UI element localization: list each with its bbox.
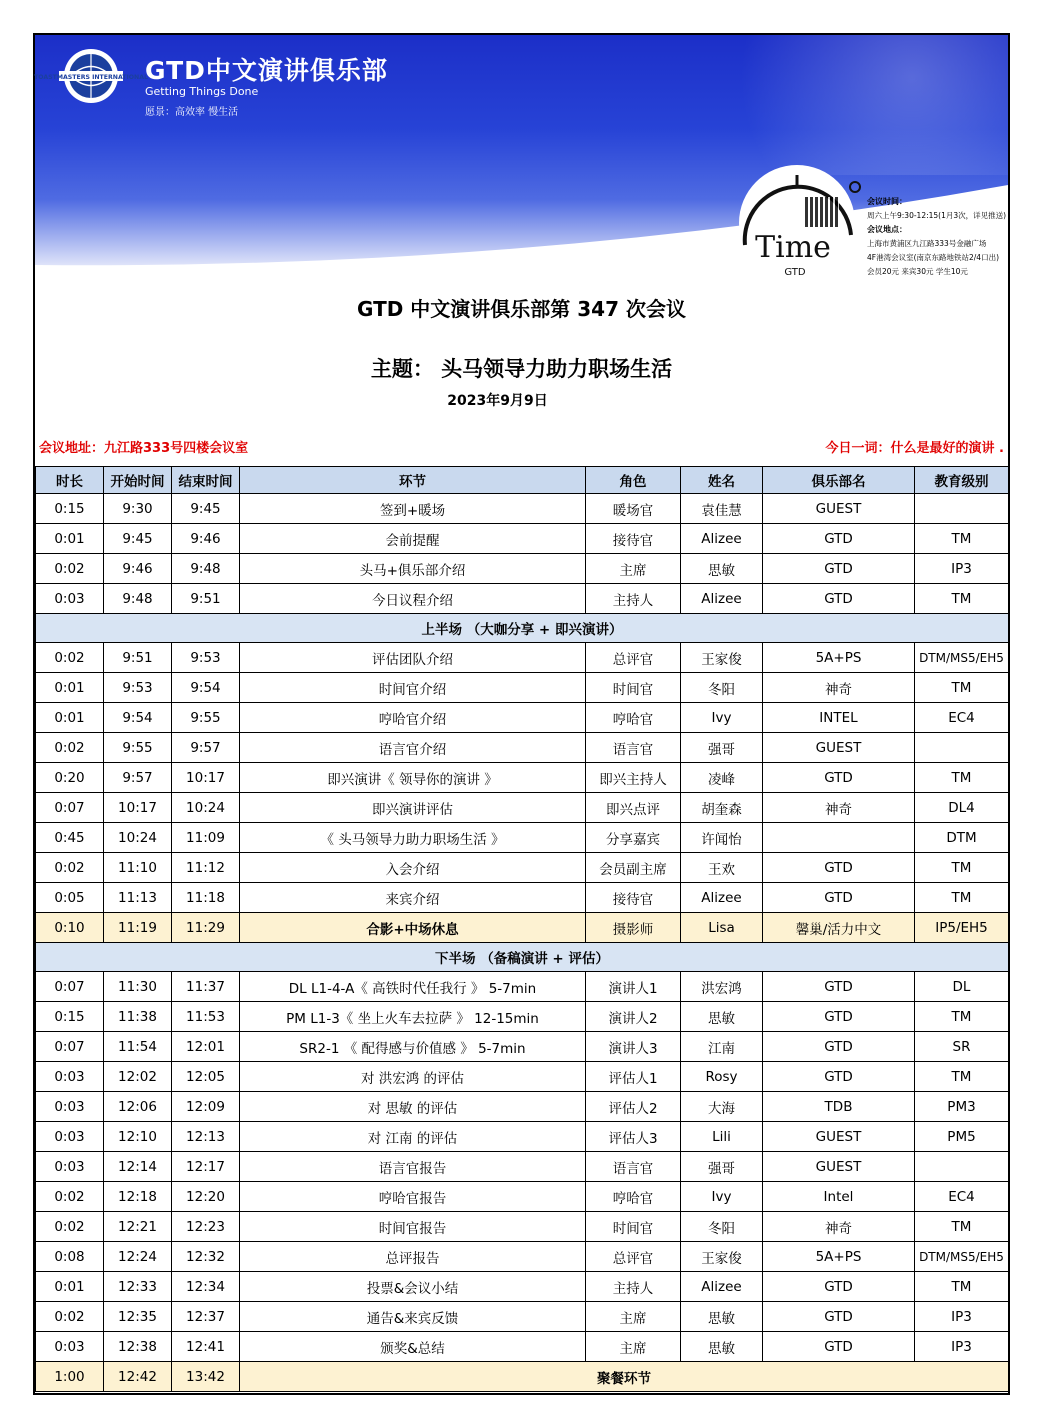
meeting-theme: 主题： 头马领导力助力职场生活 — [370, 357, 673, 381]
table-row — [36, 554, 1009, 584]
table-cell: 13:42 — [172, 1362, 240, 1392]
table-cell: 总评报告 — [240, 1242, 586, 1272]
table-cell: 9:54 — [104, 703, 172, 733]
table-cell: TM — [915, 883, 1009, 913]
table-cell: 强哥 — [681, 1152, 763, 1182]
table-cell: 9:48 — [172, 554, 240, 584]
table-row — [36, 1032, 1009, 1062]
table-cell: 胡奎森 — [681, 793, 763, 823]
table-cell: 会员副主席 — [586, 853, 681, 883]
table-cell: GUEST — [763, 494, 915, 524]
table-cell: Intel — [763, 1182, 915, 1212]
col-segment: 环节 — [240, 467, 586, 494]
table-cell: 12:41 — [172, 1332, 240, 1362]
table-cell: 12:09 — [172, 1092, 240, 1122]
table-row — [36, 733, 1009, 763]
table-cell: GUEST — [763, 1152, 915, 1182]
table-cell: 0:05 — [36, 883, 104, 913]
table-cell: 0:08 — [36, 1242, 104, 1272]
table-cell: 语言官 — [586, 733, 681, 763]
table-row — [36, 1272, 1009, 1302]
club-subtitle: Getting Things Done — [145, 85, 259, 98]
table-row — [36, 494, 1009, 524]
table-cell: GUEST — [763, 1122, 915, 1152]
table-row — [36, 1212, 1009, 1242]
table-row — [36, 1302, 1009, 1332]
table-cell: 时间官报告 — [240, 1212, 586, 1242]
table-cell: INTEL — [763, 703, 915, 733]
table-cell: 10:17 — [104, 793, 172, 823]
word-of-day: 今日一词：什么是最好的演讲 . — [825, 441, 1004, 456]
table-cell: 12:06 — [104, 1092, 172, 1122]
col-duration: 时长 — [36, 467, 104, 494]
table-cell: 9:55 — [104, 733, 172, 763]
table-row — [36, 1182, 1009, 1212]
table-cell: GTD — [763, 1032, 915, 1062]
table-cell: GTD — [763, 1332, 915, 1362]
table-cell: 今日议程介绍 — [240, 584, 586, 614]
table-cell — [915, 1152, 1009, 1182]
table-cell: 来宾介绍 — [240, 883, 586, 913]
table-cell: TM — [915, 1272, 1009, 1302]
table-cell: 颁奖&总结 — [240, 1332, 586, 1362]
table-cell: 思敏 — [681, 1302, 763, 1332]
table-cell: 江南 — [681, 1032, 763, 1062]
table-cell: 大海 — [681, 1092, 763, 1122]
table-cell: 12:18 — [104, 1182, 172, 1212]
table-cell: 主席 — [586, 1302, 681, 1332]
table-cell: 主持人 — [586, 584, 681, 614]
table-cell: 9:53 — [172, 643, 240, 673]
table-cell: 头马+俱乐部介绍 — [240, 554, 586, 584]
table-cell: 摄影师 — [586, 913, 681, 943]
table-cell: 神奇 — [763, 793, 915, 823]
table-cell: 主席 — [586, 554, 681, 584]
table-cell: 即兴点评 — [586, 793, 681, 823]
table-cell: 主持人 — [586, 1272, 681, 1302]
table-cell: 演讲人2 — [586, 1002, 681, 1032]
table-cell: 通告&来宾反馈 — [240, 1302, 586, 1332]
table-cell: 会前提醒 — [240, 524, 586, 554]
watch-background — [688, 35, 1008, 175]
table-cell: 11:09 — [172, 823, 240, 853]
table-cell: Lili — [681, 1122, 763, 1152]
table-cell: IP3 — [915, 1302, 1009, 1332]
table-cell: 11:12 — [172, 853, 240, 883]
info-time-label: 会议时间： — [867, 197, 907, 206]
table-cell: GTD — [763, 1062, 915, 1092]
table-cell: 11:18 — [172, 883, 240, 913]
table-cell: 0:15 — [36, 1002, 104, 1032]
table-cell: 0:07 — [36, 1032, 104, 1062]
meeting-info — [867, 195, 1012, 279]
table-cell: TM — [915, 524, 1009, 554]
table-row — [36, 1092, 1009, 1122]
table-cell: 0:02 — [36, 733, 104, 763]
table-cell: EC4 — [915, 703, 1009, 733]
table-cell: 9:30 — [104, 494, 172, 524]
table-cell: 总评官 — [586, 643, 681, 673]
table-cell: SR2-1 《 配得感与价值感 》 5-7min — [240, 1032, 586, 1062]
table-cell: 时间官介绍 — [240, 673, 586, 703]
table-cell: 0:10 — [36, 913, 104, 943]
table-cell: Lisa — [681, 913, 763, 943]
table-cell: 1:00 — [36, 1362, 104, 1392]
table-row — [36, 1002, 1009, 1032]
table-cell: 5A+PS — [763, 1242, 915, 1272]
table-cell: 评估人3 — [586, 1122, 681, 1152]
table-cell: 9:48 — [104, 584, 172, 614]
table-cell: 12:01 — [172, 1032, 240, 1062]
table-row — [36, 913, 1009, 943]
table-cell: 11:29 — [172, 913, 240, 943]
table-cell: 王家俊 — [681, 1242, 763, 1272]
table-cell: GTD — [763, 1302, 915, 1332]
table-cell: TDB — [763, 1092, 915, 1122]
meeting-date: 2023年9月9日 — [447, 393, 548, 409]
qr-code-icon — [805, 197, 839, 227]
time-sub: GTD — [784, 267, 806, 278]
info-place-2: 4F港湾会议室(南京东路地铁站2/4口出) — [867, 253, 1000, 262]
table-cell: 评估人2 — [586, 1092, 681, 1122]
table-cell: 0:02 — [36, 1302, 104, 1332]
table-cell: 9:57 — [104, 763, 172, 793]
section-header-row — [36, 614, 1009, 643]
table-cell: 总评官 — [586, 1242, 681, 1272]
table-cell: 11:37 — [172, 972, 240, 1002]
table-cell: 《 头马领导力助力职场生活 》 — [240, 823, 586, 853]
table-row — [36, 823, 1009, 853]
table-cell: DL — [915, 972, 1009, 1002]
table-cell: 10:24 — [104, 823, 172, 853]
table-cell: SR — [915, 1032, 1009, 1062]
table-cell: 9:46 — [172, 524, 240, 554]
table-cell: DL4 — [915, 793, 1009, 823]
table-cell: 凌峰 — [681, 763, 763, 793]
table-cell: 0:01 — [36, 673, 104, 703]
club-motto: 愿景：高效率 慢生活 — [145, 107, 239, 118]
table-cell: Alizee — [681, 883, 763, 913]
table-cell: 神奇 — [763, 1212, 915, 1242]
table-cell: 时间官 — [586, 1212, 681, 1242]
table-cell: 语言官 — [586, 1152, 681, 1182]
table-cell: 12:35 — [104, 1302, 172, 1332]
table-cell: 签到+暖场 — [240, 494, 586, 524]
table-cell: TM — [915, 673, 1009, 703]
table-cell: 0:03 — [36, 584, 104, 614]
table-cell: GTD — [763, 554, 915, 584]
table-cell: 0:15 — [36, 494, 104, 524]
table-cell: TM — [915, 853, 1009, 883]
col-role: 角色 — [586, 467, 681, 494]
clock-time-icon — [735, 175, 865, 280]
table-cell: 11:19 — [104, 913, 172, 943]
table-cell: 11:38 — [104, 1002, 172, 1032]
table-cell: 冬阳 — [681, 673, 763, 703]
table-cell: IP3 — [915, 1332, 1009, 1362]
table-cell: DTM/MS5/EH5 — [915, 1242, 1009, 1272]
table-cell: 11:13 — [104, 883, 172, 913]
table-cell — [763, 823, 915, 853]
table-cell: 12:24 — [104, 1242, 172, 1272]
table-row — [36, 673, 1009, 703]
table-cell: 强哥 — [681, 733, 763, 763]
table-cell: 对 洪宏鸿 的评估 — [240, 1062, 586, 1092]
table-cell: 评估团队介绍 — [240, 643, 586, 673]
agenda-table — [35, 466, 1009, 1392]
table-cell: 0:03 — [36, 1122, 104, 1152]
table-cell — [915, 494, 1009, 524]
table-cell: PM L1-3《 坐上火车去拉萨 》 12-15min — [240, 1002, 586, 1032]
table-cell: GTD — [763, 883, 915, 913]
table-cell: GTD — [763, 763, 915, 793]
meeting-title: GTD 中文演讲俱乐部第 347 次会议 — [357, 297, 686, 321]
table-cell: 演讲人1 — [586, 972, 681, 1002]
table-cell: 12:34 — [172, 1272, 240, 1302]
table-cell: 12:13 — [172, 1122, 240, 1152]
table-cell: 0:02 — [36, 1182, 104, 1212]
col-start: 开始时间 — [104, 467, 172, 494]
info-place-1: 上海市黄浦区九江路333号金融广场 — [867, 239, 987, 248]
table-cell: 袁佳慧 — [681, 494, 763, 524]
table-cell: 9:45 — [172, 494, 240, 524]
table-cell: GTD — [763, 584, 915, 614]
table-cell: 0:07 — [36, 972, 104, 1002]
table-cell: GUEST — [763, 733, 915, 763]
info-fee: 会员20元 来宾30元 学生10元 — [867, 267, 968, 276]
table-cell: 12:32 — [172, 1242, 240, 1272]
table-row — [36, 883, 1009, 913]
table-cell: TM — [915, 1062, 1009, 1092]
table-cell: 许闻怡 — [681, 823, 763, 853]
table-cell: 12:23 — [172, 1212, 240, 1242]
table-header-row — [36, 467, 1009, 494]
col-level: 教育级别 — [915, 467, 1009, 494]
table-cell: EC4 — [915, 1182, 1009, 1212]
table-cell: 10:24 — [172, 793, 240, 823]
table-cell: DL L1-4-A《 高铁时代任我行 》 5-7min — [240, 972, 586, 1002]
table-cell: 12:33 — [104, 1272, 172, 1302]
table-cell: 12:21 — [104, 1212, 172, 1242]
table-row — [36, 703, 1009, 733]
table-cell: 王欢 — [681, 853, 763, 883]
table-row — [36, 1062, 1009, 1092]
section-label: 上半场 （大咖分享 + 即兴演讲） — [36, 614, 1009, 643]
table-cell: 对 思敏 的评估 — [240, 1092, 586, 1122]
table-cell: DTM/MS5/EH5 — [915, 643, 1009, 673]
table-row — [36, 1152, 1009, 1182]
table-cell: 12:14 — [104, 1152, 172, 1182]
table-cell: TM — [915, 763, 1009, 793]
table-cell: DTM — [915, 823, 1009, 853]
col-name: 姓名 — [681, 467, 763, 494]
table-cell: 0:01 — [36, 524, 104, 554]
table-cell: 思敏 — [681, 1332, 763, 1362]
meeting-address: 会议地址：九江路333号四楼会议室 — [39, 441, 249, 456]
table-cell: 洪宏鸿 — [681, 972, 763, 1002]
col-club: 俱乐部名 — [763, 467, 915, 494]
table-cell: 11:10 — [104, 853, 172, 883]
table-cell: PM3 — [915, 1092, 1009, 1122]
table-row — [36, 1332, 1009, 1362]
table-cell: 即兴演讲评估 — [240, 793, 586, 823]
table-cell: 语言官介绍 — [240, 733, 586, 763]
table-cell: 馨巢/活力中文 — [763, 913, 915, 943]
table-cell: GTD — [763, 524, 915, 554]
table-cell: Ivy — [681, 1182, 763, 1212]
info-time: 周六上午9:30-12:15(1月3次，详见推送) — [867, 211, 1007, 220]
table-cell: 0:07 — [36, 793, 104, 823]
table-cell: 演讲人3 — [586, 1032, 681, 1062]
table-cell: 语言官报告 — [240, 1152, 586, 1182]
table-cell: 主席 — [586, 1332, 681, 1362]
table-row — [36, 524, 1009, 554]
table-cell: TM — [915, 584, 1009, 614]
table-cell: 10:17 — [172, 763, 240, 793]
table-cell: 哼哈官 — [586, 703, 681, 733]
table-cell: IP3 — [915, 554, 1009, 584]
table-row — [36, 972, 1009, 1002]
table-cell: 0:03 — [36, 1332, 104, 1362]
table-cell: 11:54 — [104, 1032, 172, 1062]
table-cell: 0:03 — [36, 1092, 104, 1122]
table-cell: GTD — [763, 972, 915, 1002]
table-cell: 9:57 — [172, 733, 240, 763]
col-end: 结束时间 — [172, 467, 240, 494]
table-cell: IP5/EH5 — [915, 913, 1009, 943]
table-cell: 11:53 — [172, 1002, 240, 1032]
table-cell: Alizee — [681, 524, 763, 554]
table-cell: 0:45 — [36, 823, 104, 853]
table-cell: 12:37 — [172, 1302, 240, 1332]
table-cell: 哼哈官介绍 — [240, 703, 586, 733]
table-cell: GTD — [763, 1002, 915, 1032]
table-row — [36, 584, 1009, 614]
table-cell: 思敏 — [681, 1002, 763, 1032]
table-cell: GTD — [763, 1272, 915, 1302]
table-cell: 哼哈官报告 — [240, 1182, 586, 1212]
table-row — [36, 643, 1009, 673]
table-cell: 王家俊 — [681, 643, 763, 673]
table-cell: 合影+中场休息 — [240, 913, 586, 943]
table-row — [36, 1242, 1009, 1272]
table-cell: 5A+PS — [763, 643, 915, 673]
table-cell: 12:10 — [104, 1122, 172, 1152]
table-cell: 即兴主持人 — [586, 763, 681, 793]
table-cell: 分享嘉宾 — [586, 823, 681, 853]
table-cell: 神奇 — [763, 673, 915, 703]
time-label: Time — [755, 230, 831, 265]
table-cell: 9:51 — [104, 643, 172, 673]
table-cell: 对 江南 的评估 — [240, 1122, 586, 1152]
table-cell: 0:01 — [36, 703, 104, 733]
table-cell — [915, 733, 1009, 763]
table-cell: 9:51 — [172, 584, 240, 614]
table-cell: 9:46 — [104, 554, 172, 584]
table-cell: 接待官 — [586, 524, 681, 554]
table-row — [36, 1362, 1009, 1392]
table-cell: 12:38 — [104, 1332, 172, 1362]
agenda-document — [33, 33, 1010, 1395]
table-cell: Ivy — [681, 703, 763, 733]
table-cell: TM — [915, 1002, 1009, 1032]
table-cell: 聚餐环节 — [240, 1362, 1009, 1392]
table-cell: 0:03 — [36, 1152, 104, 1182]
table-cell: 0:02 — [36, 1212, 104, 1242]
table-cell: TM — [915, 1212, 1009, 1242]
table-cell: 思敏 — [681, 554, 763, 584]
table-cell: 9:54 — [172, 673, 240, 703]
table-cell: 投票&会议小结 — [240, 1272, 586, 1302]
info-place-label: 会议地点： — [867, 225, 907, 234]
logo-text: TOASTMASTERS INTERNATIONAL — [34, 74, 148, 81]
table-cell: 9:53 — [104, 673, 172, 703]
table-cell: 0:03 — [36, 1062, 104, 1092]
table-row — [36, 793, 1009, 823]
table-cell: 接待官 — [586, 883, 681, 913]
table-cell: 哼哈官 — [586, 1182, 681, 1212]
club-name: GTD中文演讲俱乐部 — [145, 56, 388, 85]
section-label: 下半场 （备稿演讲 + 评估） — [36, 943, 1009, 972]
table-cell: 0:01 — [36, 1272, 104, 1302]
table-cell: 12:17 — [172, 1152, 240, 1182]
table-cell: 9:55 — [172, 703, 240, 733]
table-cell: 即兴演讲《 领导你的演讲 》 — [240, 763, 586, 793]
table-cell: 暖场官 — [586, 494, 681, 524]
table-cell: 11:30 — [104, 972, 172, 1002]
table-cell: 0:02 — [36, 853, 104, 883]
table-cell: 9:45 — [104, 524, 172, 554]
table-cell: 入会介绍 — [240, 853, 586, 883]
table-cell: 评估人1 — [586, 1062, 681, 1092]
table-cell: 0:20 — [36, 763, 104, 793]
table-cell: 12:42 — [104, 1362, 172, 1392]
table-row — [36, 1122, 1009, 1152]
table-cell: 时间官 — [586, 673, 681, 703]
section-header-row — [36, 943, 1009, 972]
table-cell: Alizee — [681, 584, 763, 614]
table-cell: 冬阳 — [681, 1212, 763, 1242]
table-cell: 0:02 — [36, 643, 104, 673]
table-cell: PM5 — [915, 1122, 1009, 1152]
table-cell: 12:20 — [172, 1182, 240, 1212]
table-row — [36, 853, 1009, 883]
table-cell: Rosy — [681, 1062, 763, 1092]
toastmasters-logo-icon — [34, 47, 148, 105]
table-cell: Alizee — [681, 1272, 763, 1302]
table-cell: GTD — [763, 853, 915, 883]
table-cell: 12:05 — [172, 1062, 240, 1092]
table-row — [36, 763, 1009, 793]
table-cell: 12:02 — [104, 1062, 172, 1092]
table-cell: 0:02 — [36, 554, 104, 584]
